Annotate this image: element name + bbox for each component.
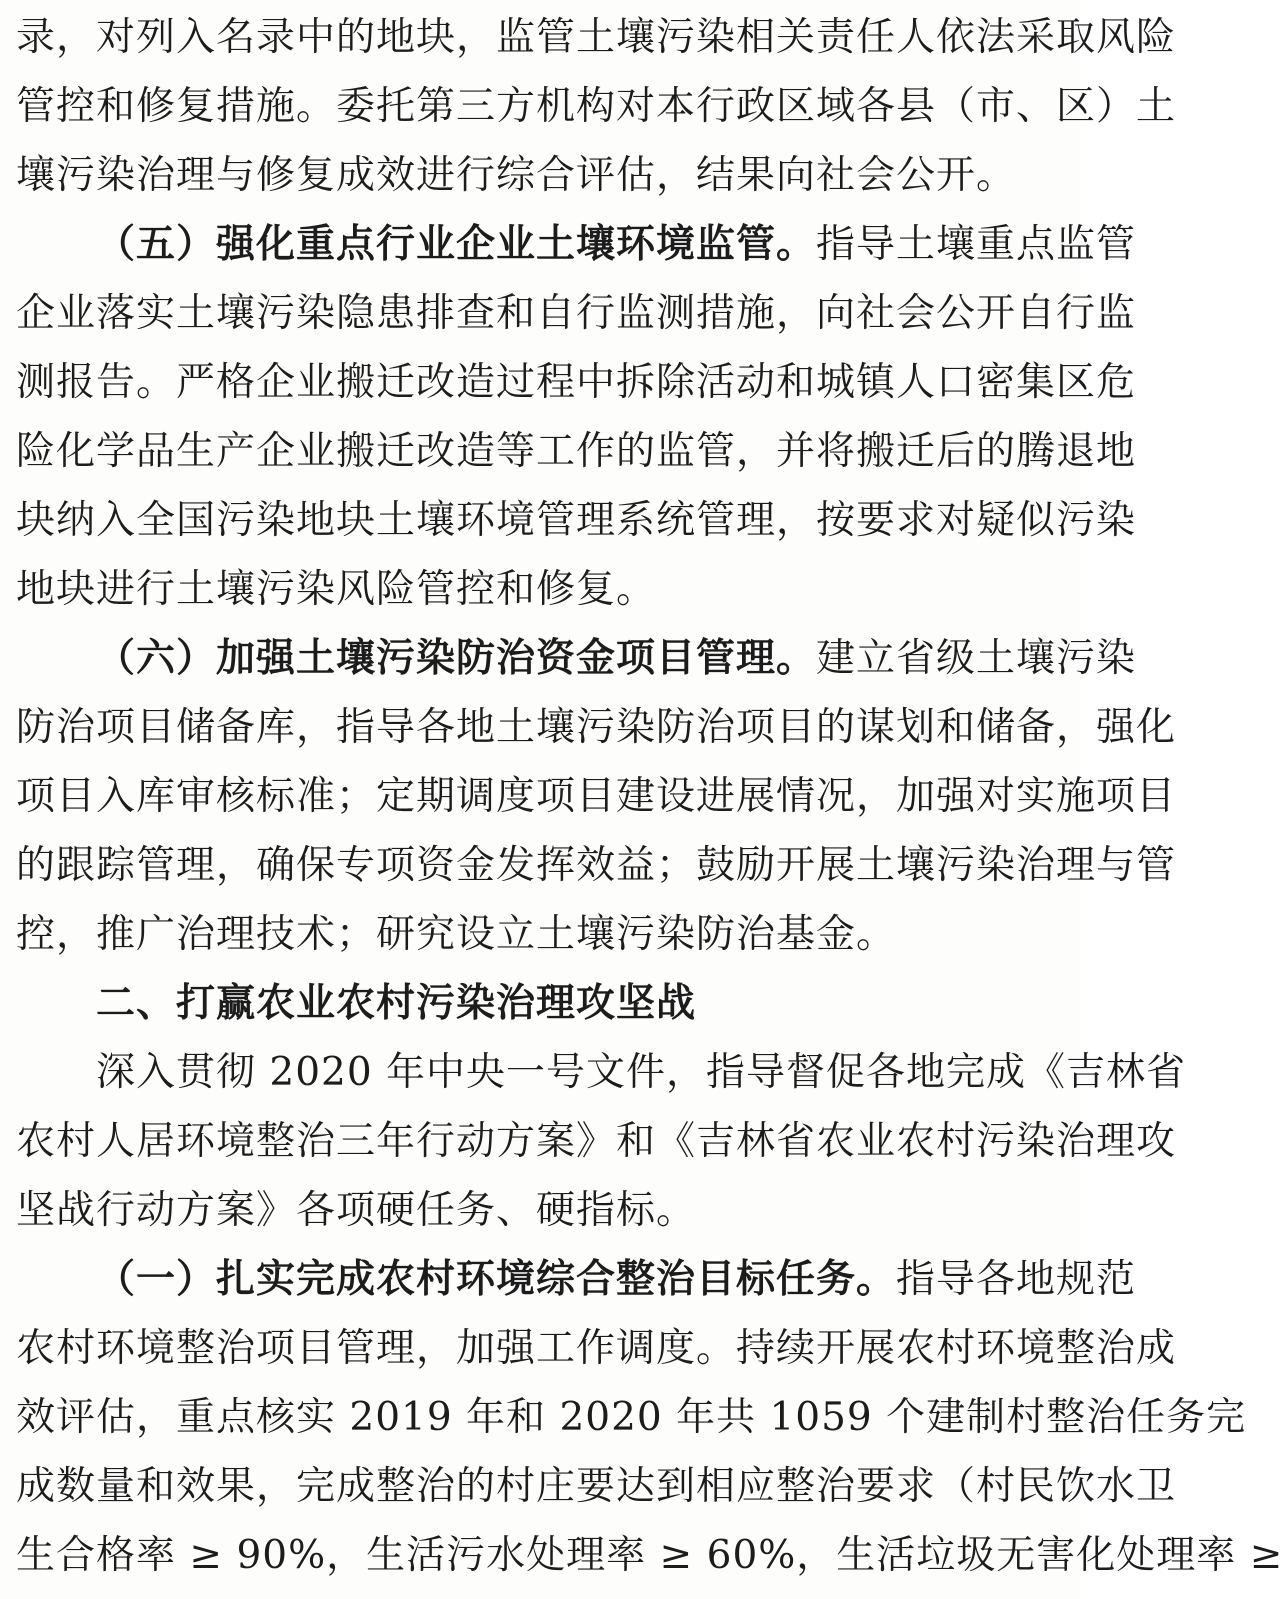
text-line-23: 生合格率 ≥ 90%，生活污水处理率 ≥ 60%，生活垃圾无害化处理率 ≥ bbox=[16, 1533, 1283, 1578]
text-line-1: 录，对列入名录中的地块，监管土壤污染相关责任人依法采取风险 bbox=[16, 15, 1177, 60]
section-5-line: （五）强化重点行业企业土壤环境监管。指导土壤重点监管 bbox=[96, 222, 1137, 267]
section-6-line: （六）加强土壤污染防治资金项目管理。建立省级土壤污染 bbox=[96, 636, 1137, 681]
text-line-17: 农村人居环境整治三年行动方案》和《吉林省农业农村污染治理攻 bbox=[16, 1119, 1177, 1164]
text-line-22: 成数量和效果，完成整治的村庄要达到相应整治要求（村民饮水卫 bbox=[16, 1464, 1177, 1509]
text-line-14: 控，推广治理技术；研究设立土壤污染防治基金。 bbox=[16, 912, 897, 957]
text-line-7: 险化学品生产企业搬迁改造等工作的监管，并将搬迁后的腾退地 bbox=[16, 429, 1137, 474]
text-line-6: 测报告。严格企业搬迁改造过程中拆除活动和城镇人口密集区危 bbox=[16, 360, 1137, 405]
section-1-title: （一）扎实完成农村环境综合整治目标任务。 bbox=[96, 1257, 897, 1302]
text-line-12: 项目入库审核标准；定期调度项目建设进展情况，加强对实施项目 bbox=[16, 774, 1177, 819]
text-line-18: 坚战行动方案》各项硬任务、硬指标。 bbox=[16, 1188, 697, 1233]
section-5-title: （五）强化重点行业企业土壤环境监管。 bbox=[96, 222, 817, 267]
text-line-21: 效评估，重点核实 2019 年和 2020 年共 1059 个建制村整治任务完 bbox=[16, 1395, 1247, 1440]
chapter-2-heading: 二、打赢农业农村污染治理攻坚战 bbox=[96, 981, 697, 1026]
text-line-8: 块纳入全国污染地块土壤环境管理系统管理，按要求对疑似污染 bbox=[16, 498, 1137, 543]
section-1-line: （一）扎实完成农村环境综合整治目标任务。指导各地规范 bbox=[96, 1257, 1137, 1302]
text-line-13: 的跟踪管理，确保专项资金发挥效益；鼓励开展土壤污染治理与管 bbox=[16, 843, 1177, 888]
text-line-20: 农村环境整治项目管理，加强工作调度。持续开展农村环境整治成 bbox=[16, 1326, 1177, 1371]
text-line-3: 壤污染治理与修复成效进行综合评估，结果向社会公开。 bbox=[16, 153, 1017, 198]
section-6-title: （六）加强土壤污染防治资金项目管理。 bbox=[96, 636, 817, 681]
text-line-9: 地块进行土壤污染风险管控和修复。 bbox=[16, 567, 657, 612]
text-line-16: 深入贯彻 2020 年中央一号文件，指导督促各地完成《吉林省 bbox=[96, 1050, 1187, 1095]
text-line-11: 防治项目储备库，指导各地土壤污染防治项目的谋划和储备，强化 bbox=[16, 705, 1177, 750]
text-line-2: 管控和修复措施。委托第三方机构对本行政区域各县（市、区）土 bbox=[16, 84, 1177, 129]
text-line-5: 企业落实土壤污染隐患排查和自行监测措施，向社会公开自行监 bbox=[16, 291, 1137, 336]
